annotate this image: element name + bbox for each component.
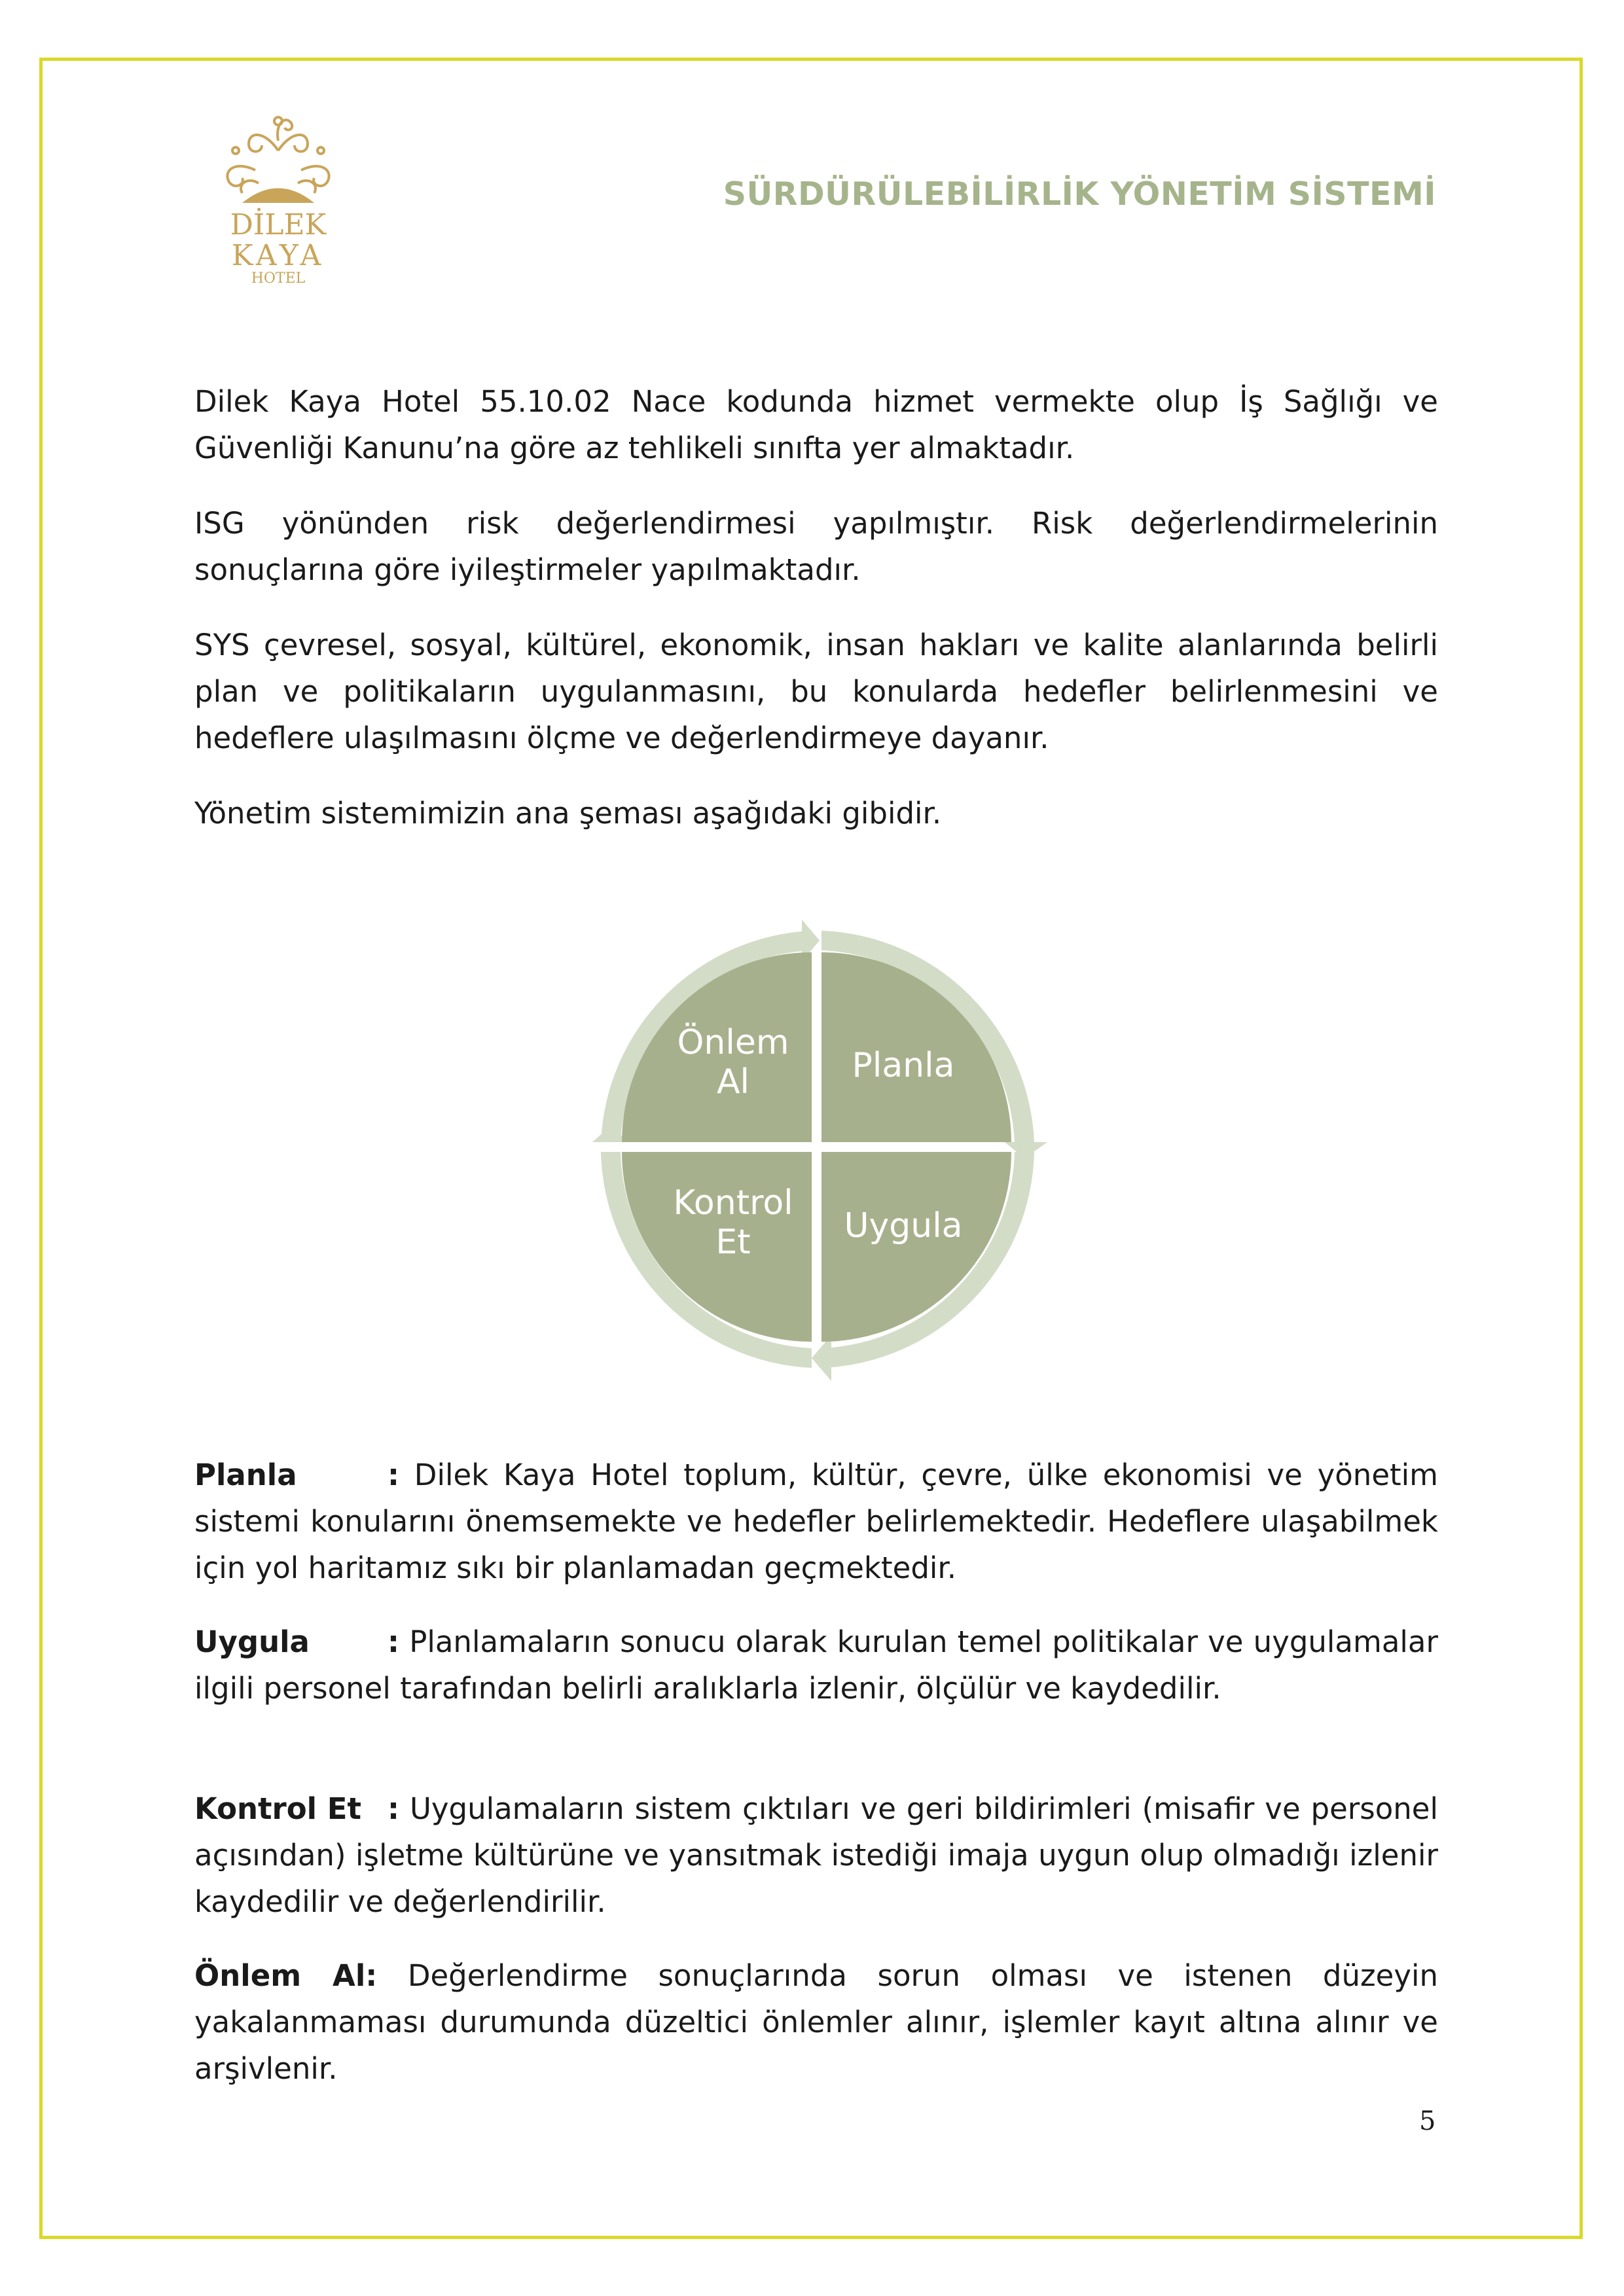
definition-planla <box>194 1452 1438 1591</box>
definition-separator: : <box>388 1791 399 1826</box>
cycle-label-planla: Planla <box>852 1046 955 1085</box>
hotel-logo <box>196 105 360 288</box>
intro-paragraph-2: ISG yönünden risk değerlendirmesi yapılmıştır. Risk değerlendirmelerinin sonuçlarına göre iyileştirmeler yapılmaktadır. <box>194 506 1438 587</box>
definition-separator: : <box>388 1624 399 1659</box>
page-number: 5 <box>1419 2106 1436 2136</box>
intro-paragraph-3: SYS çevresel, sosyal, kültürel, ekonomik, insan hakları ve kalite alanlarında belirli plan ve politikaların uygulanmasını, bu konularda hedefler belirlenmesini ve hedeflere ulaşılmasını ölçme ve değerlendirmeye dayanır. <box>194 628 1438 755</box>
cycle-label-kontrol: Kontrol <box>673 1183 793 1223</box>
svg-text:HOTEL: HOTEL <box>251 270 306 287</box>
definition-term: Uygula <box>194 1624 310 1659</box>
pdca-cycle-diagram <box>589 916 1047 1388</box>
cycle-label-al: Al <box>716 1062 750 1102</box>
definition-text: Uygulamaların sistem çıktıları ve geri bildirimleri (misafir ve personel açısından) işletme kültürüne ve yansıtmak istediği imaja uygun olup olmadığı izlenir kaydedilir ve değerlendirilir. <box>194 1791 1438 1919</box>
definition-uygula <box>194 1619 1438 1712</box>
definition-separator: : <box>388 1458 399 1492</box>
definition-text: Dilek Kaya Hotel toplum, kültür, çevre, ülke ekonomisi ve yönetim sistemi konularını önemsemekte ve hedefler belirlemektedir. Hedeflere ulaşabilmek için yol haritamız sıkı bir planlamadan geçmektedir. <box>194 1458 1438 1585</box>
page-title: SÜRDÜRÜLEBİLİRLİK YÖNETİM SİSTEMİ <box>723 175 1436 213</box>
svg-text:KAYA: KAYA <box>231 239 325 272</box>
definition-kontrol-et <box>194 1785 1438 1925</box>
cycle-label-et: Et <box>715 1223 751 1262</box>
definition-onlem-al <box>194 1952 1438 2092</box>
intro-paragraph-1: Dilek Kaya Hotel 55.10.02 Nace kodunda hizmet vermekte olup İş Sağlığı ve Güvenliği Kanunu’na göre az tehlikeli sınıfta yer almaktadır. <box>194 384 1438 465</box>
definition-term: Kontrol Et <box>194 1791 361 1826</box>
cycle-label-onlem: Önlem <box>677 1023 789 1062</box>
svg-text:DİLEK: DİLEK <box>230 208 327 242</box>
logo-emblem-icon <box>196 105 360 288</box>
definition-term: Önlem Al: <box>194 1958 378 1993</box>
definition-text: Değerlendirme sonuçlarında sorun olması ve istenen düzeyin yakalanmaması durumunda düzeltici önlemler alınır, işlemler kayıt altına alınır ve arşivlenir. <box>194 1958 1438 2086</box>
definition-text: Planlamaların sonucu olarak kurulan temel politikalar ve uygulamalar ilgili personel tarafından belirli aralıklarla izlenir, ölçülür ve kaydedilir. <box>194 1624 1438 1706</box>
intro-paragraph-4: Yönetim sistemimizin ana şeması aşağıdaki gibidir. <box>194 796 942 831</box>
quadrant-uygula <box>821 1152 1011 1342</box>
cycle-label-uygula: Uygula <box>844 1206 963 1246</box>
definition-term: Planla <box>194 1458 297 1492</box>
